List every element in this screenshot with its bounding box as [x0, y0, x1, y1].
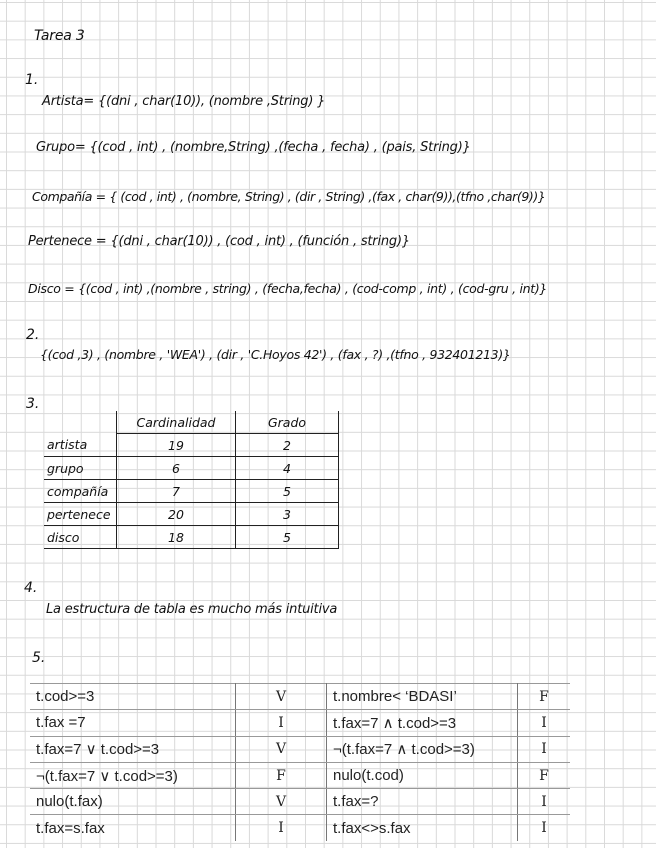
grado-value: 5	[236, 480, 339, 503]
expression-right: t.fax=?	[327, 789, 518, 815]
grado-value: 2	[236, 434, 339, 457]
row-label: grupo	[44, 457, 117, 480]
expression-left: ¬(t.fax=7 ∨ t.cod>=3)	[30, 762, 236, 788]
expression-right: t.nombre< ‘BDASI’	[327, 684, 518, 710]
q1-grupo: Grupo= {(cod , int) , (nombre,String) ,(fecha , fecha) , (pais, String)}	[36, 140, 471, 155]
table-row	[30, 736, 570, 762]
expression-left: t.fax =7	[30, 710, 236, 736]
page-title: Tarea 3	[34, 28, 85, 44]
header-grado: Grado	[236, 411, 339, 434]
result-right: F	[518, 762, 571, 788]
expression-left: t.fax=7 ∨ t.cod>=3	[30, 736, 236, 762]
table-row	[44, 434, 339, 457]
table-row	[30, 710, 570, 736]
header-cardinalidad: Cardinalidad	[117, 411, 236, 434]
q4-number: 4.	[24, 580, 38, 596]
table-row	[30, 684, 570, 710]
table-row	[44, 526, 339, 549]
expression-left: nulo(t.fax)	[30, 789, 236, 815]
expression-left: t.fax=s.fax	[30, 815, 236, 841]
cardinalidad-value: 20	[117, 503, 236, 526]
row-label: artista	[44, 434, 117, 457]
q2-number: 2.	[26, 327, 40, 343]
grado-value: 4	[236, 457, 339, 480]
cardinality-table	[44, 411, 339, 549]
expression-right: t.fax<>s.fax	[327, 815, 518, 841]
q1-artista: Artista= {(dni , char(10)), (nombre ,String) }	[42, 94, 326, 109]
result-right: I	[518, 736, 571, 762]
table-row	[30, 789, 570, 815]
row-label: pertenece	[44, 503, 117, 526]
grado-value: 5	[236, 526, 339, 549]
result-right: I	[518, 789, 571, 815]
expression-right: t.fax=7 ∧ t.cod>=3	[327, 710, 518, 736]
table-row	[30, 762, 570, 788]
grado-value: 3	[236, 503, 339, 526]
cardinalidad-value: 7	[117, 480, 236, 503]
result-left: F	[236, 762, 327, 788]
expression-right: nulo(t.cod)	[327, 762, 518, 788]
table-header-row	[44, 411, 339, 434]
expression-left: t.cod>=3	[30, 684, 236, 710]
q1-number: 1.	[25, 72, 39, 88]
row-label: compañía	[44, 480, 117, 503]
result-right: I	[541, 820, 547, 837]
result-right: I	[518, 710, 571, 736]
cardinalidad-value: 18	[117, 526, 236, 549]
table-row	[44, 457, 339, 480]
q5-number: 5.	[32, 650, 46, 666]
result-left: I	[236, 710, 327, 736]
q1-compania: Compañía = { (cod , int) , (nombre, String) , (dir , String) ,(fax , char(9)),(tfno ,char(9))}	[32, 189, 546, 204]
q1-pertenece: Pertenece = {(dni , char(10)) , (cod , int) , (función , string)}	[28, 234, 410, 249]
result-left: I	[236, 815, 327, 841]
row-label: disco	[44, 526, 117, 549]
truth-table	[30, 683, 570, 841]
table-row	[30, 815, 570, 841]
expression-right: ¬(t.fax=7 ∧ t.cod>=3)	[327, 736, 518, 762]
result-left: V	[236, 736, 327, 762]
cardinalidad-value: 19	[117, 434, 236, 457]
q4-answer: La estructura de tabla es mucho más intuitiva	[46, 602, 338, 617]
table-row	[44, 480, 339, 503]
result-left: V	[236, 789, 327, 815]
table-row	[44, 503, 339, 526]
q2-tuple: {(cod ,3) , (nombre , 'WEA') , (dir , 'C.Hoyos 42') , (fax , ?) ,(tfno , 932401213)}	[40, 347, 511, 362]
result-left: V	[236, 684, 327, 710]
cardinalidad-value: 6	[117, 457, 236, 480]
result-right: F	[518, 684, 571, 710]
q1-disco: Disco = {(cod , int) ,(nombre , string) , (fecha,fecha) , (cod-comp , int) , (cod-gru , int)}	[28, 281, 548, 296]
q3-number: 3.	[26, 396, 40, 412]
